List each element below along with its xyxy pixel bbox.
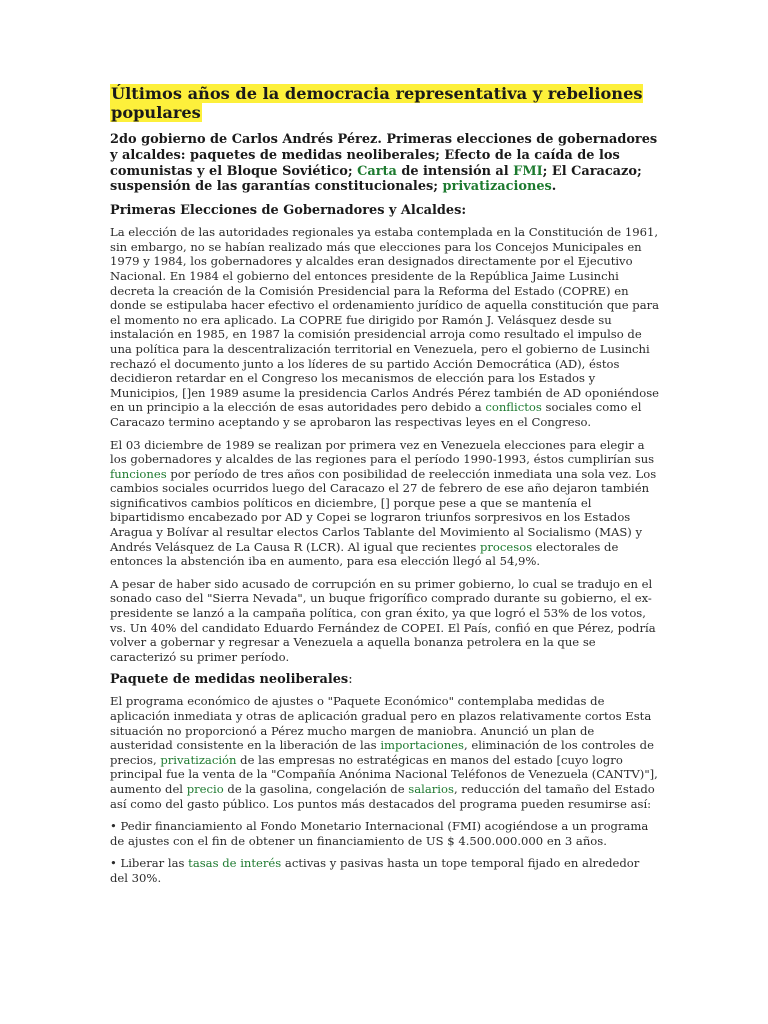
section-heading-paquete (110, 672, 660, 688)
link-carta[interactable]: Carta (357, 163, 397, 179)
link-procesos[interactable]: procesos (479, 539, 533, 554)
paragraph-text: electorales de entonces la abstención iba en aumento, para esa elección llegó al 54,9%. (110, 539, 619, 569)
paragraph-elecciones-3: A pesar de haber sido acusado de corrupción en su primer gobierno, lo cual se tradujo en el sonado caso del "Sierra Nevada", un buque frigorífico comprado durante su gobierno, el ex-presidente se lanzó a la campaña política, con gran éxito, ya que logró el 53% de los votos, vs. Un 40% del candidato Eduardo Fernández de COPEI. El País, confió en que Pérez, podría volver a gobernar y regresar a Venezuela a aquella bonanza petrolera en la que se caracterizó su primer período. (110, 576, 656, 664)
page-title (110, 84, 660, 122)
bullet-item-tasas (110, 856, 660, 885)
link-privatizaciones[interactable]: privatizaciones (442, 179, 552, 195)
section-heading-colon: : (348, 672, 353, 688)
title-line-1: Últimos años de la democracia representativa y rebeliones (111, 84, 643, 103)
paragraph-elecciones-2 (110, 438, 660, 569)
paragraph-text: por período de tres años con posibilidad de reelección inmediata una sola vez. Los cambios sociales ocurridos luego del Caracazo el 27 de febrero de ese año dejaron también significativos cambios políticos en diciembre, [] porque pese a que se mantenía el bipartidismo encabezado por AD y Copei se lograron triunfos sorpresivos en los Estados Aragua y Bolívar al resultar electos Carlos Tablante del Movimiento al Socialismo (MAS) y Andrés Velásquez de La Causa R (LCR). Al igual que recientes (110, 466, 657, 554)
section-heading-elecciones: Primeras Elecciones de Gobernadores y Alcaldes: (110, 203, 467, 219)
title-highlight (110, 84, 643, 122)
paragraph-text: , reducción del tamaño del Estado así como del gasto público. Los puntos más destacados del programa pueden resumirse así: (110, 781, 655, 811)
summary-text-4: . (551, 179, 557, 195)
summary-text-1: 2do gobierno de Carlos Andrés Pérez. Primeras elecciones de gobernadores y alcaldes: paquetes de medidas neoliberales; Efecto de la caída de los comunistas y el Bloque Soviético; (110, 132, 658, 179)
section-heading-text: Paquete de medidas neoliberales (110, 672, 349, 688)
link-precio[interactable]: precio (186, 781, 224, 796)
summary-heading (110, 132, 660, 195)
paragraph-text: , eliminación de los controles de precios, (110, 738, 654, 767)
paragraph-text: La elección de las autoridades regionales ya estaba contemplada en la Constitución de 1961, sin embargo, no se habían realizado más que elecciones para los Concejos Municipales en 1979 y 1984, los gobernadores y alcaldes eran designados directamente por el Ejecutivo Nacional. En 1984 el gobierno del entonces presidente de la República Jaime Lusinchi decreta la creación de la Comisión Presidencial para la Reforma del Estado (COPRE) en donde se estipulaba hacer efectivo el ordenamiento jurídico de aquella constitución que para el momento no era aplicado. La COPRE fue dirigido por Ramón J. Velásquez desde su instalación en 1985, en 1987 la comisión presidencial arroja como resultado el impulso de una política para la descentralización territorial en Venezuela, pero el gobierno de Lusinchi rechazó el documento junto a los líderes de su partido Acción Democrática (AD), éstos decidieron retardar en el Congreso los mecanismos de elección para los Estados y Municipios, []en 1989 asume la presidencia Carlos Andrés Pérez también de AD oponiéndose en un principio a la elección de esas autoridades pero debido a (110, 225, 660, 415)
summary-text-2: de intensión al (396, 163, 514, 179)
bullet-item-fmi: • Pedir financiamiento al Fondo Monetario Internacional (FMI) acogiéndose a un programa de ajustes con el fin de obtener un financiamiento de US $ 4.500.000.000 en 3 años. (110, 819, 649, 848)
document-page (110, 84, 660, 894)
link-importaciones[interactable]: importaciones (380, 738, 464, 753)
link-privatizacion[interactable]: privatización (160, 752, 237, 767)
title-line-2: populares (111, 103, 201, 122)
paragraph-paquete-1 (110, 694, 660, 811)
link-salarios[interactable]: salarios (408, 781, 454, 796)
paragraph-text: de la gasolina, congelación de (223, 781, 409, 796)
paragraph-elecciones-1 (110, 225, 660, 429)
link-conflictos[interactable]: conflictos (485, 400, 542, 415)
link-funciones[interactable]: funciones (110, 466, 167, 481)
paragraph-text: sociales como el Caracazo termino aceptando y se aprobaron las respectivas leyes en el Congreso. (110, 400, 642, 429)
paragraph-text: El 03 diciembre de 1989 se realizan por primera vez en Venezuela elecciones para elegir a los gobernadores y alcaldes de las regiones para el período 1990-1993, éstos cumplirían sus (110, 437, 655, 467)
paragraph-text: • Liberar las (110, 856, 189, 871)
link-fmi[interactable]: FMI (513, 163, 543, 179)
paragraph-text: El programa económico de ajustes o "Paquete Económico" contemplaba medidas de aplicación inmediata y otras de aplicación gradual pero en plazos relativamente cortos Esta situación no proporcionó a Pérez mucho margen de maniobra. Anunció un plan de austeridad consistente en la liberación de las (110, 694, 652, 753)
link-tasas-de-interes[interactable]: tasas de interés (188, 856, 282, 871)
paragraph-text: de las empresas no estratégicas en manos del estado [cuyo logro principal fue la venta de la "Compañía Anónima Nacional Teléfonos de Venezuela (CANTV)"], aumento del (110, 752, 658, 796)
paragraph-text: activas y pasivas hasta un tope temporal fijado en alrededor del 30%. (110, 856, 640, 885)
summary-text-3: ; El Caracazo; suspensión de las garantías constitucionales; (110, 163, 642, 195)
